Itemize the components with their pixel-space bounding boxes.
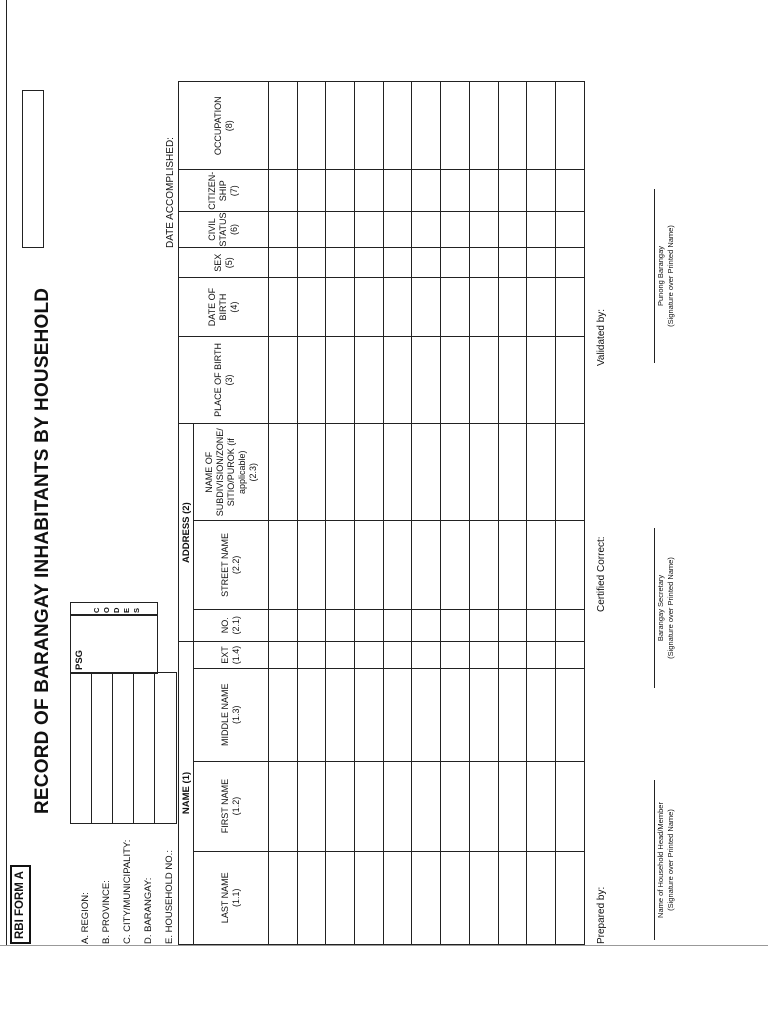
table-cell[interactable] [555, 82, 584, 170]
psg-letter-e: E [122, 607, 131, 613]
inhabitants-table-wrap [178, 81, 590, 945]
col-sex: SEX (5) [179, 247, 269, 278]
table-cell[interactable] [555, 170, 584, 212]
table-cell[interactable] [469, 761, 498, 851]
table-cell[interactable] [383, 82, 412, 170]
date-accomplished-label: DATE ACCOMPLISHED: [165, 137, 176, 248]
col-occupation: OCCUPATION (8) [179, 82, 269, 170]
col-date-of-birth: DATE OF BIRTH (4) [179, 278, 269, 336]
table-cell[interactable] [383, 336, 412, 424]
table-cell[interactable] [441, 761, 470, 851]
table-cell[interactable] [297, 521, 326, 609]
table-row [555, 82, 584, 945]
table-row [527, 82, 556, 945]
table-row [469, 82, 498, 945]
table-cell[interactable] [527, 170, 556, 212]
table-cell[interactable] [383, 761, 412, 851]
table-cell[interactable] [326, 336, 355, 424]
household-head-signature-caption: Name of Household Head/Member (Signature over Printed Name) [656, 802, 675, 918]
name-group-header: NAME (1) [179, 641, 194, 944]
table-cell[interactable] [269, 212, 298, 248]
table-cell[interactable] [269, 851, 298, 944]
table-cell[interactable] [469, 82, 498, 170]
punong-barangay-signature-caption: Punong Barangay (Signature over Printed Name) [656, 225, 675, 327]
table-cell[interactable] [441, 212, 470, 248]
table-cell[interactable] [441, 609, 470, 641]
table-cell[interactable] [527, 609, 556, 641]
table-cell[interactable] [355, 609, 384, 641]
table-row [441, 82, 470, 945]
table-row [383, 82, 412, 945]
table-cell[interactable] [469, 851, 498, 944]
punong-barangay-signature-line[interactable] [654, 189, 655, 363]
table-cell[interactable] [441, 170, 470, 212]
table-cell[interactable] [555, 278, 584, 336]
table-cell[interactable] [498, 424, 527, 521]
table-cell[interactable] [498, 761, 527, 851]
table-cell[interactable] [412, 82, 441, 170]
table-cell[interactable] [412, 278, 441, 336]
table-cell[interactable] [412, 668, 441, 761]
table-cell[interactable] [527, 424, 556, 521]
table-cell[interactable] [297, 851, 326, 944]
table-cell[interactable] [555, 521, 584, 609]
prepared-by-label: Prepared by: [596, 886, 607, 944]
table-cell[interactable] [441, 336, 470, 424]
table-cell[interactable] [383, 668, 412, 761]
table-cell[interactable] [469, 212, 498, 248]
table-cell[interactable] [326, 82, 355, 170]
table-cell[interactable] [269, 521, 298, 609]
psg-letter-c: C [92, 607, 101, 613]
table-row [412, 82, 441, 945]
table-cell[interactable] [355, 668, 384, 761]
date-accomplished-field[interactable] [22, 90, 44, 248]
table-cell[interactable] [269, 336, 298, 424]
table-cell[interactable] [297, 761, 326, 851]
table-cell[interactable] [441, 247, 470, 278]
table-cell[interactable] [297, 668, 326, 761]
table-cell[interactable] [469, 247, 498, 278]
table-cell[interactable] [555, 609, 584, 641]
table-cell[interactable] [555, 851, 584, 944]
table-cell[interactable] [355, 424, 384, 521]
table-cell[interactable] [498, 521, 527, 609]
table-cell[interactable] [355, 82, 384, 170]
table-cell[interactable] [326, 424, 355, 521]
table-cell[interactable] [498, 278, 527, 336]
table-cell[interactable] [269, 641, 298, 668]
table-row [269, 82, 298, 945]
table-cell[interactable] [412, 761, 441, 851]
table-cell[interactable] [383, 641, 412, 668]
region-field[interactable] [70, 672, 93, 824]
table-cell[interactable] [441, 641, 470, 668]
psg-letter-o: O [102, 607, 111, 613]
table-cell[interactable] [326, 247, 355, 278]
table-cell[interactable] [355, 521, 384, 609]
table-cell[interactable] [527, 641, 556, 668]
col-civil-status: CIVIL STATUS (6) [179, 212, 269, 248]
table-cell[interactable] [297, 609, 326, 641]
table-cell[interactable] [412, 336, 441, 424]
col-subdivision: NAME OF SUBDIVISION/ZONE/ SITIO/PUROK (if applicable) (2.3) [194, 424, 269, 521]
table-cell[interactable] [469, 336, 498, 424]
table-cell[interactable] [297, 247, 326, 278]
table-cell[interactable] [355, 851, 384, 944]
table-cell[interactable] [527, 82, 556, 170]
table-cell[interactable] [355, 336, 384, 424]
table-cell[interactable] [555, 212, 584, 248]
table-cell[interactable] [441, 668, 470, 761]
table-cell[interactable] [498, 82, 527, 170]
table-cell[interactable] [355, 247, 384, 278]
table-cell[interactable] [527, 278, 556, 336]
table-cell[interactable] [527, 521, 556, 609]
col-ext: EXT (1.4) [194, 641, 269, 668]
table-cell[interactable] [441, 278, 470, 336]
city-label: C. CITY/MUNICIPALITY: [122, 839, 133, 944]
barangay-label: D. BARANGAY: [143, 877, 154, 944]
col-first-name: FIRST NAME (1.2) [194, 761, 269, 851]
table-cell[interactable] [469, 609, 498, 641]
table-cell[interactable] [326, 761, 355, 851]
table-cell[interactable] [498, 641, 527, 668]
table-cell[interactable] [297, 278, 326, 336]
barangay-secretary-signature-caption: Barangay Secretary (Signature over Printed Name) [656, 557, 675, 659]
table-cell[interactable] [297, 212, 326, 248]
table-cell[interactable] [441, 851, 470, 944]
table-cell[interactable] [326, 851, 355, 944]
table-cell[interactable] [269, 609, 298, 641]
table-cell[interactable] [469, 424, 498, 521]
table-cell[interactable] [355, 170, 384, 212]
psg-letter-s: S [132, 607, 141, 613]
table-cell[interactable] [326, 668, 355, 761]
table-cell[interactable] [498, 609, 527, 641]
form-title: RECORD OF BARANGAY INHABITANTS BY HOUSEHOLD [32, 287, 53, 814]
table-cell[interactable] [412, 851, 441, 944]
table-cell[interactable] [383, 424, 412, 521]
table-cell[interactable] [269, 82, 298, 170]
table-cell[interactable] [269, 424, 298, 521]
table-cell[interactable] [269, 170, 298, 212]
table-cell[interactable] [355, 761, 384, 851]
validated-by-label: Validated by: [596, 308, 607, 366]
table-cell[interactable] [297, 424, 326, 521]
table-cell[interactable] [412, 609, 441, 641]
table-cell[interactable] [441, 82, 470, 170]
table-cell[interactable] [498, 170, 527, 212]
table-cell[interactable] [269, 247, 298, 278]
province-field[interactable] [91, 672, 114, 824]
table-body [269, 82, 585, 945]
table-cell[interactable] [498, 668, 527, 761]
table-cell[interactable] [441, 424, 470, 521]
table-cell[interactable] [527, 247, 556, 278]
table-cell[interactable] [498, 336, 527, 424]
table-cell[interactable] [498, 247, 527, 278]
table-cell[interactable] [469, 278, 498, 336]
table-cell[interactable] [326, 212, 355, 248]
table-cell[interactable] [326, 521, 355, 609]
table-cell[interactable] [498, 851, 527, 944]
table-cell[interactable] [469, 641, 498, 668]
table-row [297, 82, 326, 945]
table-cell[interactable] [355, 641, 384, 668]
table-cell[interactable] [412, 247, 441, 278]
table-cell[interactable] [412, 170, 441, 212]
address-group-header: ADDRESS (2) [179, 424, 194, 642]
table-cell[interactable] [412, 424, 441, 521]
barangay-secretary-signature-line[interactable] [654, 528, 655, 688]
table-cell[interactable] [269, 761, 298, 851]
table-cell[interactable] [412, 212, 441, 248]
table-cell[interactable] [527, 212, 556, 248]
table-cell[interactable] [527, 668, 556, 761]
col-citizenship: CITIZEN-SHIP (7) [179, 170, 269, 212]
table-cell[interactable] [269, 278, 298, 336]
col-middle-name: MIDDLE NAME (1.3) [194, 668, 269, 761]
household-head-signature-line[interactable] [654, 780, 655, 940]
table-cell[interactable] [269, 668, 298, 761]
city-field[interactable] [112, 672, 135, 824]
table-cell[interactable] [383, 278, 412, 336]
table-cell[interactable] [527, 336, 556, 424]
table-cell[interactable] [297, 82, 326, 170]
barangay-field[interactable] [133, 672, 156, 824]
household-no-field[interactable] [154, 672, 177, 824]
table-cell[interactable] [355, 212, 384, 248]
table-cell[interactable] [555, 641, 584, 668]
table-cell[interactable] [355, 278, 384, 336]
certified-correct-label: Certified Correct: [596, 536, 607, 612]
table-cell[interactable] [326, 641, 355, 668]
col-last-name: LAST NAME (1.1) [194, 851, 269, 944]
table-cell[interactable] [326, 609, 355, 641]
psg-letter-d: D [112, 607, 121, 613]
table-cell[interactable] [527, 761, 556, 851]
col-street-name: STREET NAME (2.2) [194, 521, 269, 609]
table-row [498, 82, 527, 945]
psg-title: PSG [74, 649, 85, 670]
form-label: RBI FORM A [10, 865, 31, 944]
province-label: B. PROVINCE: [101, 880, 112, 944]
household-no-label: E. HOUSEHOLD NO.: [164, 850, 175, 944]
table-cell[interactable] [555, 668, 584, 761]
table-cell[interactable] [498, 212, 527, 248]
table-cell[interactable] [383, 247, 412, 278]
table-cell[interactable] [297, 641, 326, 668]
table-cell[interactable] [555, 247, 584, 278]
table-cell[interactable] [383, 170, 412, 212]
table-row [355, 82, 384, 945]
table-cell[interactable] [555, 761, 584, 851]
table-cell[interactable] [441, 521, 470, 609]
table-cell[interactable] [469, 170, 498, 212]
table-cell[interactable] [297, 336, 326, 424]
table-row [326, 82, 355, 945]
table-cell[interactable] [326, 278, 355, 336]
table-cell[interactable] [326, 170, 355, 212]
table-cell[interactable] [555, 424, 584, 521]
psg-code-box [70, 604, 158, 674]
region-label: A. REGION: [80, 892, 91, 944]
table-cell[interactable] [383, 609, 412, 641]
table-cell[interactable] [383, 851, 412, 944]
table-cell[interactable] [383, 521, 412, 609]
inhabitants-table [178, 81, 585, 945]
table-cell[interactable] [412, 641, 441, 668]
table-cell[interactable] [527, 851, 556, 944]
table-cell[interactable] [469, 668, 498, 761]
table-cell[interactable] [469, 521, 498, 609]
col-house-no: NO. (2.1) [194, 609, 269, 641]
table-cell[interactable] [383, 212, 412, 248]
table-cell[interactable] [297, 170, 326, 212]
table-cell[interactable] [555, 336, 584, 424]
table-cell[interactable] [412, 521, 441, 609]
col-place-of-birth: PLACE OF BIRTH (3) [179, 336, 269, 424]
